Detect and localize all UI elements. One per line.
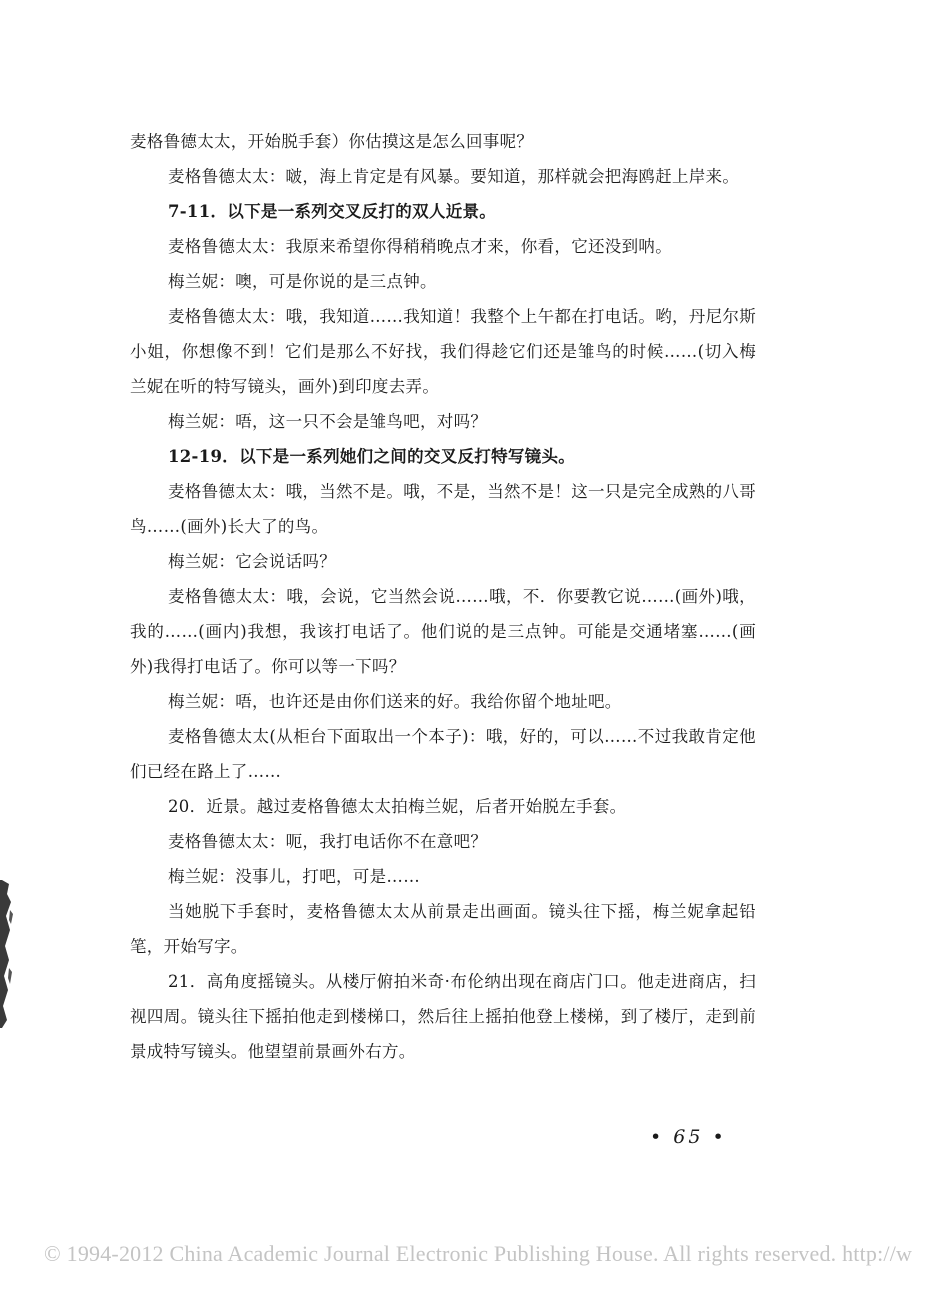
paragraph: 麦格鲁德太太：啵，海上肯定是有风暴。要知道，那样就会把海鸥赶上岸来。: [168, 167, 740, 186]
paragraph: 梅兰妮：它会说话吗？: [168, 552, 336, 571]
paragraph: 当她脱下手套时，麦格鲁德太太从前景走出画面。镜头往下摇，梅兰妮拿起铅笔，开始写字。: [130, 902, 756, 956]
shot-heading: 12-19．以下是一系列她们之间的交叉反打特写镜头。: [168, 447, 576, 466]
paragraph: 梅兰妮：唔，也许还是由你们送来的好。我给你留个地址吧。: [168, 692, 622, 711]
scan-edge-mark: [0, 880, 16, 1028]
page-number: • 65 •: [650, 1126, 727, 1148]
paragraph: 麦格鲁德太太(从柜台下面取出一个本子)：哦，好的，可以……不过我敢肯定他们已经在路上了……: [130, 727, 756, 781]
paragraph: 梅兰妮：噢，可是你说的是三点钟。: [168, 272, 437, 291]
paragraph: 梅兰妮：唔，这一只不会是雏鸟吧，对吗？: [168, 412, 488, 431]
paragraph: 麦格鲁德太太：哦，会说，它当然会说……哦，不．你要教它说……(画外)哦，我的……(画内)我想，我该打电话了。他们说的是三点钟。可能是交通堵塞……(画外)我得打电话了。你可以等一下吗？: [130, 587, 756, 676]
screenplay-text: [130, 124, 756, 1069]
copyright-footer: © 1994-2012 China Academic Journal Electronic Publishing House. All rights reserved. http://w: [44, 1241, 913, 1266]
paragraph: 麦格鲁德太太：我原来希望你得稍稍晚点才来，你看，它还没到呐。: [168, 237, 672, 256]
paragraph: 20．近景。越过麦格鲁德太太拍梅兰妮，后者开始脱左手套。: [168, 797, 627, 816]
paragraph: 麦格鲁德太太：哦，当然不是。哦，不是，当然不是！这一只是完全成熟的八哥鸟……(画外)长大了的鸟。: [130, 482, 756, 536]
paragraph: 梅兰妮：没事儿，打吧，可是……: [168, 867, 420, 886]
paragraph: 麦格鲁德太太，开始脱手套）你估摸这是怎么回事呢？: [130, 132, 534, 151]
paragraph: 麦格鲁德太太：呃，我打电话你不在意吧？: [168, 832, 488, 851]
shot-heading: 7-11．以下是一系列交叉反打的双人近景。: [168, 202, 497, 221]
paragraph: 麦格鲁德太太：哦，我知道……我知道！我整个上午都在打电话。哟，丹尼尔斯小姐，你想像不到！它们是那么不好找，我们得趁它们还是雏鸟的时候……(切入梅兰妮在听的特写镜头，画外)到印度去弄。: [130, 307, 756, 396]
paragraph: 21．高角度摇镜头。从楼厅俯拍米奇·布伦纳出现在商店门口。他走进商店，扫视四周。镜头往下摇拍他走到楼梯口，然后往上摇拍他登上楼梯，到了楼厅，走到前景成特写镜头。他望望前景画外右方。: [130, 972, 756, 1061]
